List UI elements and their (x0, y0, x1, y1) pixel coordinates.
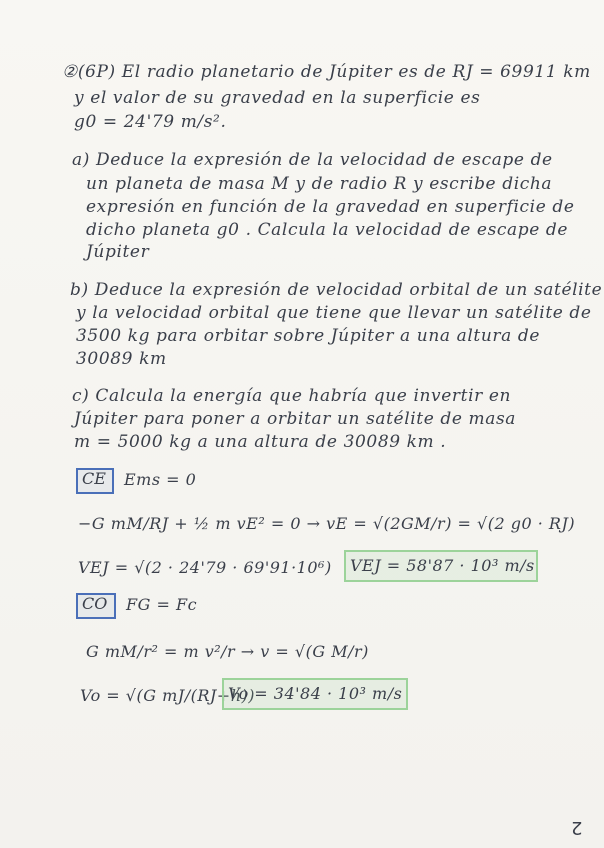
problem-line-2: y el valor de su gravedad en la superficie es (74, 88, 481, 108)
co-tag: CO (82, 594, 108, 613)
part-a-line-3: expresión en función de la gravedad en superficie de (86, 197, 575, 217)
part-a-line-4: dicho planeta g0 . Calcula la velocidad de escape de (86, 220, 569, 240)
escape-derivation: −G mM/RJ + ½ m vE² = 0 → vE = √(2GM/r) = √(2 g0 · RJ) (78, 514, 576, 533)
part-a-line-1: a) Deduce la expresión de la velocidad de escape de (72, 150, 553, 170)
escape-calculation: VEJ = √(2 · 24'79 · 69'91·10⁶) (78, 558, 332, 577)
part-c-line-2: Júpiter para poner a orbitar un satélite de masa (74, 409, 517, 429)
ce-equation: Ems = 0 (124, 470, 197, 489)
page-number: 2 (570, 817, 582, 838)
escape-result: VEJ = 58'87 · 10³ m/s (350, 556, 535, 575)
part-b-line-3: 3500 kg para orbitar sobre Júpiter a una altura de (76, 326, 540, 346)
ce-tag: CE (82, 469, 106, 488)
co-equation: FG = Fc (126, 595, 198, 614)
part-a-line-2: un planeta de masa M y de radio R y escribe dicha (86, 174, 553, 194)
orbital-derivation: G mM/r² = m v²/r → v = √(G M/r) (86, 642, 369, 661)
part-b-line-1: b) Deduce la expresión de velocidad orbital de un satélite (70, 280, 603, 300)
problem-line-1: ②(6P) El radio planetario de Júpiter es de RJ = 69911 km (62, 62, 591, 82)
part-b-line-4: 30089 km (76, 349, 167, 369)
part-c-line-1: c) Calcula la energía que habría que invertir en (72, 386, 512, 406)
problem-line-3: g0 = 24'79 m/s². (74, 112, 227, 132)
part-b-line-2: y la velocidad orbital que tiene que llevar un satélite de (76, 303, 592, 323)
part-c-line-3: m = 5000 kg a una altura de 30089 km . (74, 432, 447, 452)
orbital-calculation: Vo = √(G mJ/(RJ+h)) (80, 686, 255, 705)
part-a-line-5: Júpiter (86, 242, 150, 262)
orbital-result: Vo = 34'84 · 10³ m/s (228, 684, 403, 703)
